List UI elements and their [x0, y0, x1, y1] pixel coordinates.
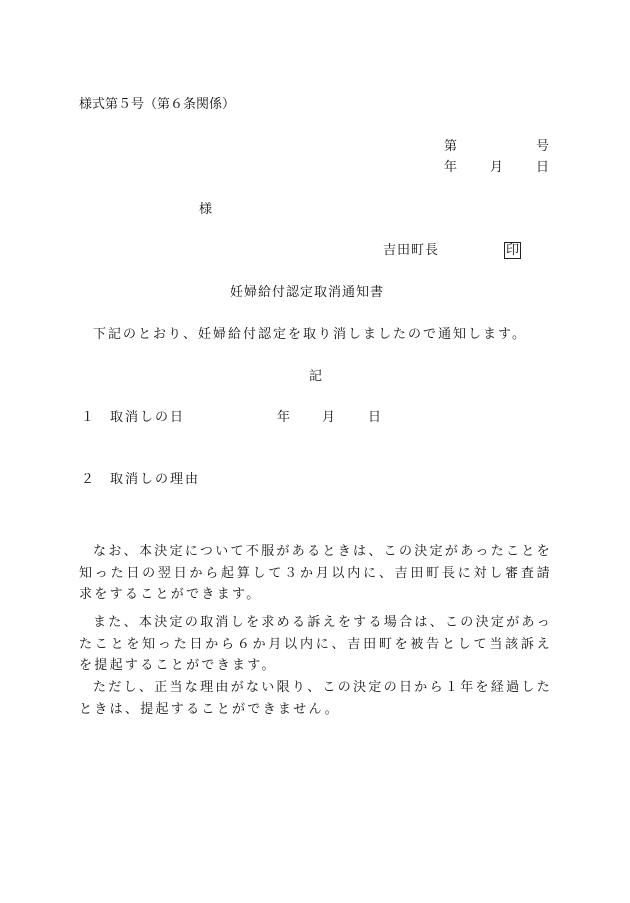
note-paragraph: なお、本決定について不服があるときは、この決定があったことを知った日の翌日から起算して３か月以内に、吉田町長に対し審査請求をすることができます。: [79, 544, 552, 602]
item-1-day: 日: [368, 410, 382, 425]
item-1-month: 月: [322, 410, 336, 425]
note-paragraph: ただし、正当な理由がない限り、この決定の日から１年を経過したときは、提起することができません。: [79, 680, 553, 717]
date-day: 日: [536, 160, 550, 175]
item-1-number: １: [81, 410, 95, 425]
item-2-number: ２: [81, 472, 95, 487]
intro-text: 下記のとおり、妊婦給付認定を取り消しましたので通知します。: [93, 327, 527, 342]
item-2-label: 取消しの理由: [110, 472, 201, 487]
seal-mark: 印: [506, 243, 520, 258]
document-title: 妊婦給付認定取消通知書: [230, 285, 385, 300]
doc-number-go: 号: [536, 139, 550, 154]
date-month: 月: [490, 160, 504, 175]
addressee-sama: 様: [199, 202, 213, 217]
ki-heading: 記: [309, 369, 323, 384]
sender-title: 吉田町長: [383, 243, 440, 258]
item-1-label: 取消しの日: [110, 410, 186, 425]
form-number: 様式第５号（第６条関係）: [79, 97, 236, 112]
doc-number-dai: 第: [444, 139, 458, 154]
date-year: 年: [444, 160, 458, 175]
seal-box: [504, 242, 521, 259]
item-1-year: 年: [277, 410, 291, 425]
note-paragraph: また、本決定の取消しを求める訴えをする場合は、この決定があったことを知った日から６か月以内に、吉田町を被告として当該訴えを提起することができます。: [79, 615, 552, 673]
